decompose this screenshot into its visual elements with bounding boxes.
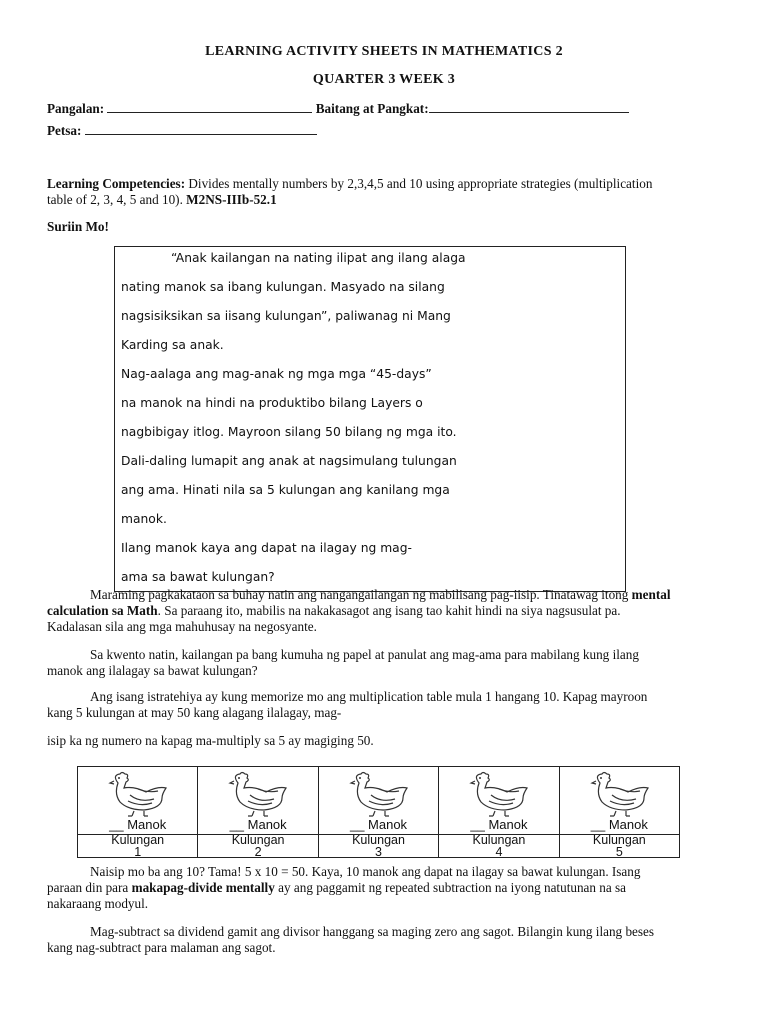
para5-bold: makapag-divide mentally <box>131 880 275 895</box>
para3-line-2: kang 5 kulungan at may 50 kang alagang ilalagay, mag- <box>47 705 342 720</box>
cage-manok-label: __ Manok <box>229 817 287 832</box>
para1-text: Maraming pagkakataon sa buhay natin ang nangangailangan ng mabilisang pag-iisip. Tinatawag itong <box>90 587 632 602</box>
para5-text: paraan din para <box>47 880 132 895</box>
story-line: Nag-aalaga ang mag-anak ng mga mga “45-days” <box>121 367 432 381</box>
page-subtitle: QUARTER 3 WEEK 3 <box>312 72 456 87</box>
page-title: LEARNING ACTIVITY SHEETS IN MATHEMATICS 2 <box>205 44 563 59</box>
cage-cell <box>198 767 318 857</box>
cage-kulungan-label: Kulungan 4 <box>472 833 526 859</box>
para1-text-3: Kadalasan sila ang mga mahuhusay na negosyante. <box>47 619 317 634</box>
cage-cell <box>560 767 679 857</box>
para3-line-1: Ang isang istratehiya ay kung memorize mo ang multiplication table mula 1 hangang 10. Kapag mayroon <box>90 689 648 704</box>
para5-line-1: Naisip mo ba ang 10? Tama! 5 x 10 = 50. Kaya, 10 manok ang dapat na ilagay sa bawat kulungan. Isang <box>90 864 641 879</box>
cage-cell <box>78 767 198 857</box>
competency-label: Learning Competencies: <box>47 176 186 191</box>
name-label: Pangalan: <box>47 101 105 116</box>
para5-line-3: nakaraang modyul. <box>47 896 149 911</box>
paragraph-strategy <box>47 689 747 721</box>
learning-competencies <box>47 176 737 208</box>
story-line: ama sa bawat kulungan? <box>121 570 275 584</box>
story-line: na manok na hindi na produktibo bilang Layers o <box>121 396 423 410</box>
name-blank[interactable] <box>107 100 312 113</box>
para1-bold-2: calculation sa Math <box>47 603 158 618</box>
competency-text-1: Divides mentally numbers by 2,3,4,5 and 10 using appropriate strategies (multiplication <box>185 176 653 191</box>
chicken-icon <box>461 771 537 817</box>
chicken-icon <box>100 771 176 817</box>
competency-code: M2NS-IIIb-52.1 <box>186 192 277 207</box>
date-field-row <box>47 122 317 139</box>
date-blank[interactable] <box>85 122 317 135</box>
para6-line-2: kang nag-subtract para malaman ang sagot. <box>47 940 276 955</box>
para5-text-2: ay ang paggamit ng repeated subtraction na iyong natutunan na sa <box>274 880 627 895</box>
chicken-icon <box>220 771 296 817</box>
story-line: “Anak kailangan na nating ilipat ang ilang alaga <box>171 251 466 265</box>
story-line: Ilang manok kaya ang dapat na ilagay ng mag- <box>121 541 412 555</box>
para1-text-2: . Sa paraang ito, mabilis na nakakasagot ang isang tao kahit hindi na siya nagsusulat pa. <box>157 603 621 618</box>
story-line: manok. <box>121 512 167 526</box>
paragraph-mental-calculation <box>47 587 747 635</box>
paragraph-repeated-subtraction <box>47 924 747 956</box>
competency-text-2: table of 2, 3, 4, 5 and 10). <box>47 192 183 207</box>
story-line: Dali-daling lumapit ang anak at nagsimulang tulungan <box>121 454 457 468</box>
cage-manok-label: __ Manok <box>470 817 528 832</box>
cage-cell <box>319 767 439 857</box>
cage-kulungan-label: Kulungan 1 <box>111 833 165 859</box>
story-line: Karding sa anak. <box>121 338 224 352</box>
para1-bold: mental <box>631 587 671 602</box>
story-line: nagbibigay itlog. Mayroon silang 50 bilang ng mga ito. <box>121 425 457 439</box>
cage-kulungan-label: Kulungan 2 <box>231 833 285 859</box>
cage-manok-label: __ Manok <box>349 817 408 832</box>
section-title: Suriin Mo! <box>47 219 109 234</box>
para2-line-2: manok ang ilalagay sa bawat kulungan? <box>47 663 258 678</box>
cages-table <box>77 766 680 858</box>
story-line: nating manok sa ibang kulungan. Masyado na silang <box>121 280 445 294</box>
grade-label: Baitang at Pangkat: <box>315 101 429 116</box>
grade-blank[interactable] <box>429 100 629 113</box>
paragraph-multiply: isip ka ng numero na kapag ma-multiply sa 5 ay magiging 50. <box>47 733 374 748</box>
cage-manok-label: __ Manok <box>109 817 167 832</box>
paragraph-answer <box>47 864 747 912</box>
date-label: Petsa: <box>47 123 82 138</box>
paragraph-story-question <box>47 647 747 679</box>
para6-line-1: Mag-subtract sa dividend gamit ang divisor hanggang sa maging zero ang sagot. Bilangin kung ilang beses <box>90 924 655 939</box>
cage-manok-label: __ Manok <box>590 817 648 832</box>
chicken-icon <box>582 771 658 817</box>
cage-kulungan-label: Kulungan 5 <box>592 833 646 859</box>
para2-line-1: Sa kwento natin, kailangan pa bang kumuha ng papel at panulat ang mag-ama para mabilang kung ilang <box>90 647 639 662</box>
story-line: ang ama. Hinati nila sa 5 kulungan ang kanilang mga <box>121 483 450 497</box>
chicken-icon <box>341 771 417 817</box>
story-line: nagsisiksikan sa iisang kulungan”, paliwanag ni Mang <box>121 309 451 323</box>
cage-cell <box>439 767 559 857</box>
name-field-row <box>47 100 629 117</box>
cage-kulungan-label: Kulungan 3 <box>352 833 405 859</box>
